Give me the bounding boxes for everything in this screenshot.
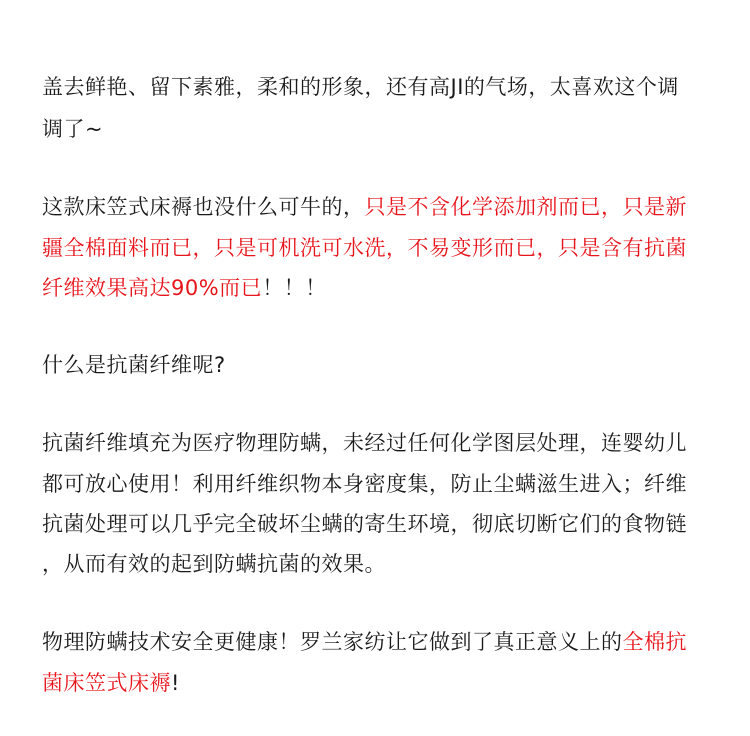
highlight-text-run: 全棉抗 [622, 630, 687, 654]
text-run: 都可放心使用！利用纤维织物本身密度集，防止尘螨滋生进入；纤维 [42, 472, 687, 496]
paragraph-5-line-2 [42, 668, 722, 698]
text-run: 抗菌纤维填充为医疗物理防螨，未经过任何化学图层处理，连婴幼儿 [42, 431, 687, 455]
paragraph-4-line-4 [42, 549, 722, 579]
text-run: ，从而有效的起到防螨抗菌的效果。 [42, 552, 386, 576]
text-run: 盖去鲜艳、留下素雅，柔和的形象，还有高JI的气场，太喜欢这个调 [42, 75, 679, 99]
paragraph-2-line-2 [42, 233, 722, 263]
paragraph-2-line-3 [42, 273, 722, 303]
text-run: ！！！ [262, 276, 327, 300]
paragraph-1-line-2 [42, 114, 722, 144]
paragraph-4-line-2 [42, 469, 722, 499]
paragraph-5-line-1 [42, 627, 722, 657]
paragraph-4-line-3 [42, 509, 722, 539]
text-run: ! [171, 671, 180, 695]
highlight-text-run: 只是不含化学添加剂而已，只是新 [364, 195, 687, 219]
text-run: 物理防螨技术安全更健康！罗兰家纺让它做到了真正意义上的 [42, 630, 623, 654]
text-run: 什么是抗菌纤维呢? [42, 353, 226, 377]
text-run: 这款床笠式床褥也没什么可牛的， [42, 195, 365, 219]
paragraph-4-line-1 [42, 428, 722, 458]
text-run: 抗菌处理可以几乎完全破坏尘螨的寄生环境，彻底切断它们的食物链 [42, 512, 687, 536]
paragraph-3-line-1 [42, 350, 722, 380]
highlight-text-run: 疆全棉面料而已，只是可机洗可水洗，不易变形而已，只是含有抗菌 [42, 236, 687, 260]
paragraph-2-line-1 [42, 192, 722, 222]
highlight-text-run: 纤维效果高达90%而已 [42, 276, 263, 300]
highlight-text-run: 菌床笠式床褥 [42, 671, 171, 695]
paragraph-1-line-1 [42, 72, 722, 102]
text-run: 调了~ [42, 117, 104, 141]
